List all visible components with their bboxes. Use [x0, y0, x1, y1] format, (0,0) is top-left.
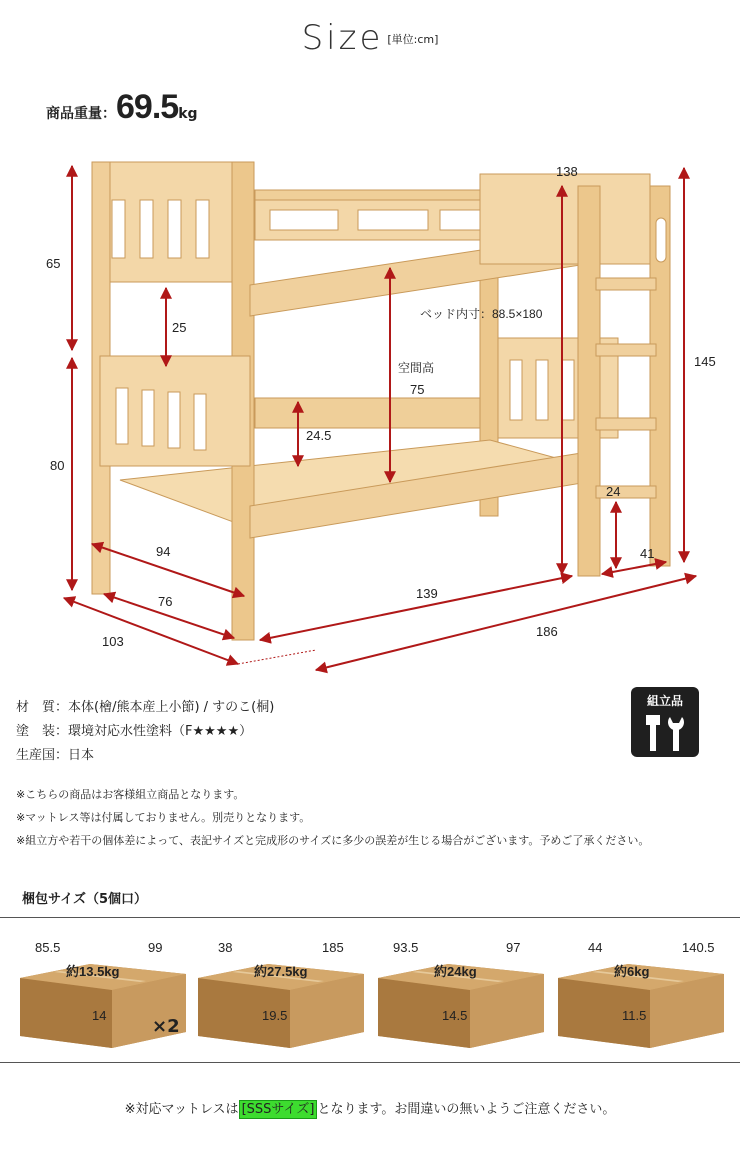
- box-icon: [198, 940, 368, 1050]
- page-title: [0, 18, 740, 58]
- box-dim-b: 99: [148, 940, 163, 955]
- package-box: [558, 940, 728, 1050]
- box-dim-a: 44: [588, 940, 603, 955]
- dim-width-frame: 76: [158, 594, 173, 609]
- weight-unit: kg: [178, 106, 198, 122]
- packaging-title: 梱包サイズ（5個口）: [22, 892, 148, 907]
- dim-lower-guard: 24.5: [306, 428, 332, 443]
- assembly-label: 組立品: [646, 694, 683, 708]
- box-dim-b: 140.5: [682, 940, 715, 955]
- dim-width-total: 103: [102, 634, 124, 649]
- dim-length-total: 186: [536, 624, 558, 639]
- multiplier: ×2: [152, 1016, 180, 1037]
- bed-frame: [92, 162, 670, 640]
- box-icon: [378, 940, 548, 1050]
- weight-label: 商品重量：: [46, 106, 116, 122]
- box-dim-a: 38: [218, 940, 233, 955]
- dim-width-inner: 94: [156, 544, 171, 559]
- dim-clear-label: 空間高: [398, 361, 435, 375]
- dim-upper-rail: 25: [172, 320, 187, 335]
- dim-ladder-step: 24: [606, 484, 621, 499]
- dim-clear-value: 75: [410, 382, 425, 397]
- package-box: [378, 940, 548, 1050]
- tools-icon: [640, 709, 690, 753]
- box-weight: 約24kg: [434, 964, 477, 979]
- box-weight: 約13.5kg: [66, 964, 120, 979]
- note-mattress: ※マットレス等は付属しておりません。別売りとなります。: [16, 811, 311, 824]
- box-weight: 約6kg: [614, 964, 650, 979]
- note-error: ※組立方や若干の個体差によって、表記サイズと完成形のサイズに多少の誤差が生じる場合がございます。予めご了承ください。: [16, 834, 650, 847]
- weight-value: 69.5: [116, 88, 179, 126]
- box-weight: 約27.5kg: [254, 964, 308, 979]
- dim-length-frame: 139: [416, 586, 438, 601]
- assembly-badge: [631, 687, 699, 757]
- dim-upper-guard: 65: [46, 256, 61, 271]
- unit-label: [単位:cm]: [387, 33, 439, 46]
- dim-ladder-depth: 41: [640, 546, 655, 561]
- box-dim-h: 19.5: [262, 1008, 288, 1023]
- size-highlight: [SSSサイズ]: [239, 1100, 318, 1119]
- divider: [0, 917, 740, 918]
- note-assembly: ※こちらの商品はお客様組立商品となります。: [16, 788, 245, 801]
- dim-inner: ベッド内寸：88.5×180: [420, 307, 543, 321]
- product-weight: [46, 88, 198, 127]
- box-dim-b: 97: [506, 940, 521, 955]
- box-dim-a: 93.5: [393, 940, 419, 955]
- box-icon: [558, 940, 728, 1050]
- dim-lower-height: 80: [50, 458, 65, 473]
- box-dim-h: 11.5: [622, 1008, 647, 1023]
- divider: [0, 1062, 740, 1063]
- package-box: [198, 940, 368, 1050]
- dim-total-height: 145: [694, 354, 716, 369]
- box-dim-h: 14: [92, 1008, 107, 1023]
- footer-note: ※対応マットレスは [SSSサイズ] となります。お間違いの無いようご注意ください。: [124, 1102, 616, 1117]
- box-dim-a: 85.5: [35, 940, 61, 955]
- bunk-bed-diagram: [0, 150, 740, 680]
- box-dim-b: 185: [322, 940, 344, 955]
- title-text: Size: [301, 18, 384, 58]
- box-dim-h: 14.5: [442, 1008, 468, 1023]
- spec-origin: 生産国：日本: [16, 748, 95, 763]
- spec-material: 材 質：本体(檜/熊本産上小節) / すのこ(桐): [16, 700, 275, 715]
- spec-coating: 塗 装：環境対応水性塗料（F★★★★）: [16, 724, 253, 739]
- dim-ladder-top: 138: [556, 164, 578, 179]
